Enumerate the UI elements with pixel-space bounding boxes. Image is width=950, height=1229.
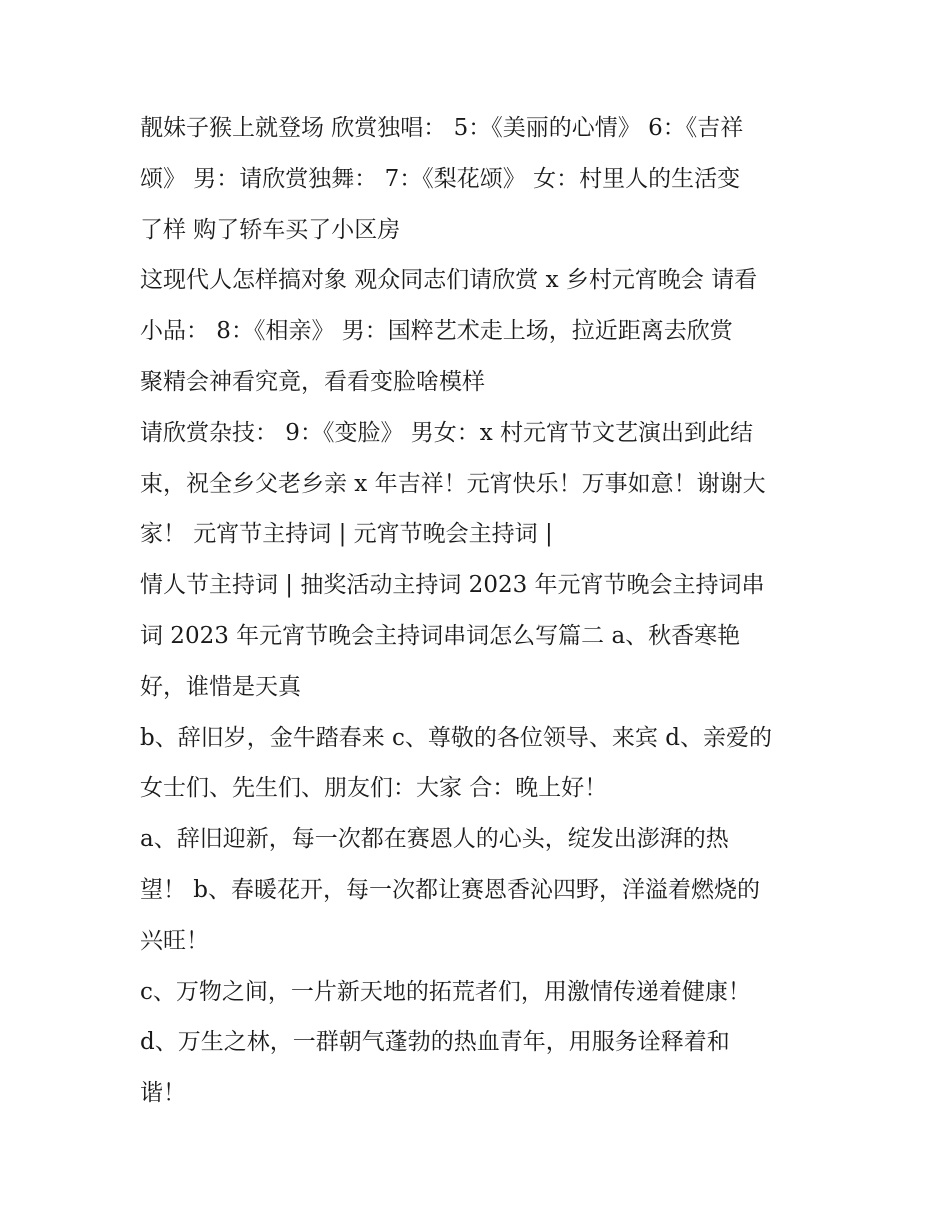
text-line: 小品： 8：《相亲》 男：国粹艺术走上场，拉近距离去欣赏	[140, 318, 733, 345]
text-line: c、万物之间，一片新天地的拓荒者们，用激情传递着健康！	[140, 978, 751, 1005]
document-body	[140, 103, 830, 1119]
text-line: 家！ 元宵节主持词 | 元宵节晚会主持词 |	[140, 521, 553, 548]
text-line: 这现代人怎样搞对象 观众同志们请欣赏 x 乡村元宵晚会 请看	[140, 267, 758, 294]
text-line: 女士们、先生们、朋友们：大家 合：晚上好！	[140, 775, 608, 802]
text-line: 靓妹子猴上就登场 欣赏独唱： 5：《美丽的心情》 6：《吉祥	[140, 115, 744, 141]
text-line: b、辞旧岁，金牛踏春来 c、尊敬的各位领导、来宾 d、亲爱的	[140, 724, 772, 751]
text-line: 颂》 男：请欣赏独舞： 7：《梨花颂》 女：村里人的生活变	[140, 165, 741, 192]
text-line: 请欣赏杂技： 9：《变脸》 男女：x 村元宵节文艺演出到此结	[140, 419, 754, 446]
text-line: 情人节主持词 | 抽奖活动主持词 2023 年元宵节晚会主持词串	[140, 572, 765, 599]
text-line: d、万生之林，一群朝气蓬勃的热血青年，用服务诠释着和	[140, 1029, 730, 1056]
text-line: 谐！	[140, 1080, 186, 1107]
text-line: a、辞旧迎新，每一次都在赛恩人的心头，绽发出澎湃的热	[140, 826, 729, 853]
text-line: 束，祝全乡父老乡亲 x 年吉祥！元宵快乐！万事如意！谢谢大	[140, 470, 766, 497]
text-line: 好，谁惜是天真	[140, 673, 301, 700]
text-line: 兴旺！	[140, 927, 209, 954]
text-line: 聚精会神看究竟，看看变脸啥模样	[140, 368, 485, 395]
text-line: 望！ b、春暖花开，每一次都让赛恩香沁四野，洋溢着燃烧的	[140, 876, 761, 903]
text-line: 词 2023 年元宵节晚会主持词串词怎么写篇二 a、秋香寒艳	[140, 622, 741, 649]
text-line: 了样 购了轿车买了小区房	[140, 216, 401, 243]
